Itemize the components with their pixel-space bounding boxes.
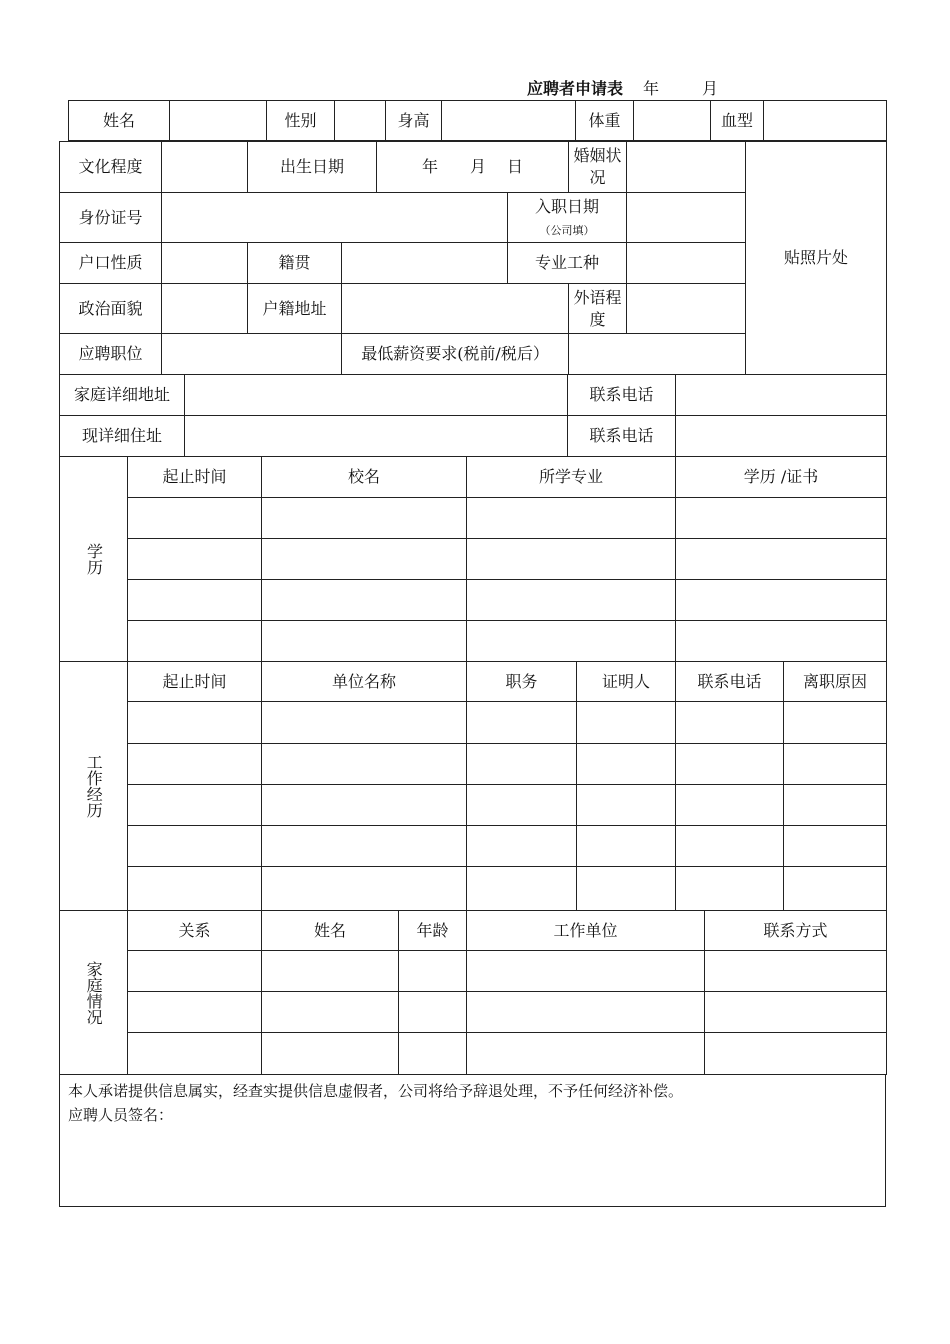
birth-date-label: 出生日期 xyxy=(248,142,377,193)
table-row xyxy=(60,867,887,911)
min-salary-label: 最低薪资要求(税前/税后） xyxy=(342,334,569,375)
home-phone-field[interactable] xyxy=(676,375,887,416)
pledge-statement: 本人承诺提供信息属实，经查实提供信息虚假者，公司将给予辞退处理，不予任何经济补偿。 xyxy=(68,1082,684,1100)
header-year-label: 年 xyxy=(643,79,660,98)
edu-cell[interactable] xyxy=(262,498,467,539)
work-cell[interactable] xyxy=(577,826,676,867)
weight-label: 体重 xyxy=(576,101,634,141)
work-section-label: 工作经历 xyxy=(60,662,128,911)
basic-info-table xyxy=(68,100,887,141)
hukou-address-field[interactable] xyxy=(342,284,569,334)
work-cell[interactable] xyxy=(467,744,577,785)
work-cell[interactable] xyxy=(128,785,262,826)
edu-header-period: 起止时间 xyxy=(128,457,262,498)
edu-cell[interactable] xyxy=(676,498,887,539)
table-row xyxy=(60,539,887,580)
work-cell[interactable] xyxy=(262,785,467,826)
current-address-field[interactable] xyxy=(185,416,568,457)
pledge-area[interactable] xyxy=(60,1075,886,1207)
id-number-field[interactable] xyxy=(162,193,508,243)
work-header-reason: 离职原因 xyxy=(784,662,887,702)
hukou-address-label: 户籍地址 xyxy=(248,284,342,334)
position-label: 应聘职位 xyxy=(60,334,162,375)
header-month-label: 月 xyxy=(702,79,719,98)
weight-field[interactable] xyxy=(634,101,711,141)
family-header-age: 年龄 xyxy=(399,911,467,951)
edu-cell[interactable] xyxy=(467,539,676,580)
name-field[interactable] xyxy=(170,101,267,141)
education-level-field[interactable] xyxy=(162,142,248,193)
home-address-field[interactable] xyxy=(185,375,568,416)
table-row xyxy=(60,621,887,662)
work-cell[interactable] xyxy=(577,744,676,785)
gender-field[interactable] xyxy=(335,101,386,141)
table-row xyxy=(60,992,887,1033)
specialty-label: 专业工种 xyxy=(508,243,627,284)
family-cell[interactable] xyxy=(705,951,887,992)
work-cell[interactable] xyxy=(676,826,784,867)
blood-type-field[interactable] xyxy=(764,101,887,141)
work-cell[interactable] xyxy=(262,826,467,867)
edu-cell[interactable] xyxy=(262,621,467,662)
family-cell[interactable] xyxy=(399,1033,467,1075)
photo-area[interactable]: 贴照片处 xyxy=(746,142,887,375)
work-cell[interactable] xyxy=(467,785,577,826)
edu-cell[interactable] xyxy=(128,498,262,539)
family-cell[interactable] xyxy=(399,992,467,1033)
edu-cell[interactable] xyxy=(128,621,262,662)
work-cell[interactable] xyxy=(467,826,577,867)
work-header-title: 职务 xyxy=(467,662,577,702)
edu-cell[interactable] xyxy=(676,621,887,662)
education-section-label: 学历 xyxy=(60,457,128,662)
birth-date-field[interactable]: 年 月 日 xyxy=(377,142,569,193)
height-label: 身高 xyxy=(386,101,442,141)
work-cell[interactable] xyxy=(577,702,676,744)
current-phone-label: 联系电话 xyxy=(568,416,676,457)
family-cell[interactable] xyxy=(467,1033,705,1075)
join-date-field[interactable] xyxy=(627,193,746,243)
work-cell[interactable] xyxy=(676,785,784,826)
work-cell[interactable] xyxy=(676,744,784,785)
work-header-period: 起止时间 xyxy=(128,662,262,702)
work-cell[interactable] xyxy=(262,744,467,785)
edu-cell[interactable] xyxy=(262,539,467,580)
family-section-label: 家庭情况 xyxy=(60,911,128,1075)
join-date-label xyxy=(508,193,627,243)
work-cell[interactable] xyxy=(467,867,577,911)
family-cell[interactable] xyxy=(262,1033,399,1075)
edu-cell[interactable] xyxy=(467,498,676,539)
family-header-relation: 关系 xyxy=(128,911,262,951)
family-cell[interactable] xyxy=(262,951,399,992)
table-row xyxy=(60,785,887,826)
family-cell[interactable] xyxy=(467,992,705,1033)
edu-cell[interactable] xyxy=(128,580,262,621)
work-cell[interactable] xyxy=(784,867,887,911)
family-cell[interactable] xyxy=(467,951,705,992)
name-label: 姓名 xyxy=(69,101,170,141)
work-header-phone: 联系电话 xyxy=(676,662,784,702)
work-cell[interactable] xyxy=(128,826,262,867)
marital-status-field[interactable] xyxy=(627,142,746,193)
family-header-name: 姓名 xyxy=(262,911,399,951)
family-cell[interactable] xyxy=(128,1033,262,1075)
family-cell[interactable] xyxy=(128,951,262,992)
family-cell[interactable] xyxy=(705,992,887,1033)
edu-cell[interactable] xyxy=(676,539,887,580)
specialty-field[interactable] xyxy=(627,243,746,284)
edu-cell[interactable] xyxy=(676,580,887,621)
work-cell[interactable] xyxy=(676,867,784,911)
height-field[interactable] xyxy=(442,101,576,141)
edu-cell[interactable] xyxy=(467,580,676,621)
work-cell[interactable] xyxy=(467,702,577,744)
page-title: 应聘者申请表 xyxy=(527,79,624,98)
home-address-label: 家庭详细地址 xyxy=(60,375,185,416)
work-cell[interactable] xyxy=(784,785,887,826)
id-number-label: 身份证号 xyxy=(60,193,162,243)
edu-header-school: 校名 xyxy=(262,457,467,498)
work-cell[interactable] xyxy=(577,785,676,826)
political-status-field[interactable] xyxy=(162,284,248,334)
signature-label: 应聘人员签名： xyxy=(68,1106,174,1124)
hukou-type-label: 户口性质 xyxy=(60,243,162,284)
edu-cell[interactable] xyxy=(467,621,676,662)
table-row xyxy=(60,744,887,785)
edu-cell[interactable] xyxy=(128,539,262,580)
current-phone-field[interactable] xyxy=(676,416,887,457)
blood-type-label: 血型 xyxy=(711,101,764,141)
language-level-field[interactable] xyxy=(627,284,746,334)
work-header-company: 单位名称 xyxy=(262,662,467,702)
table-row xyxy=(60,951,887,992)
work-cell[interactable] xyxy=(128,867,262,911)
work-cell[interactable] xyxy=(784,702,887,744)
work-cell[interactable] xyxy=(784,744,887,785)
work-cell[interactable] xyxy=(262,867,467,911)
personal-info-table xyxy=(59,141,887,375)
political-status-label: 政治面貌 xyxy=(60,284,162,334)
work-experience-table xyxy=(59,661,887,911)
position-field[interactable] xyxy=(162,334,342,375)
pledge-table xyxy=(59,1074,886,1207)
work-cell[interactable] xyxy=(577,867,676,911)
work-header-reference: 证明人 xyxy=(577,662,676,702)
education-level-label: 文化程度 xyxy=(60,142,162,193)
native-place-field[interactable] xyxy=(342,243,508,284)
current-address-label: 现详细住址 xyxy=(60,416,185,457)
edu-cell[interactable] xyxy=(262,580,467,621)
table-row xyxy=(60,498,887,539)
min-salary-field[interactable] xyxy=(569,334,746,375)
join-date-text: 入职日期 xyxy=(535,196,600,216)
form-header xyxy=(527,76,719,99)
education-table xyxy=(59,456,887,662)
family-cell[interactable] xyxy=(399,951,467,992)
hukou-type-field[interactable] xyxy=(162,243,248,284)
table-row xyxy=(60,1033,887,1075)
family-cell[interactable] xyxy=(128,992,262,1033)
language-level-label: 外语程度 xyxy=(569,284,627,334)
family-table xyxy=(59,910,887,1075)
address-table xyxy=(59,374,887,457)
native-place-label: 籍贯 xyxy=(248,243,342,284)
edu-header-degree: 学历 /证书 xyxy=(676,457,887,498)
work-cell[interactable] xyxy=(128,702,262,744)
family-cell[interactable] xyxy=(262,992,399,1033)
work-cell[interactable] xyxy=(676,702,784,744)
work-cell[interactable] xyxy=(784,826,887,867)
table-row xyxy=(60,826,887,867)
family-cell[interactable] xyxy=(705,1033,887,1075)
work-cell[interactable] xyxy=(262,702,467,744)
family-header-employer: 工作单位 xyxy=(467,911,705,951)
join-date-note: （公司填） xyxy=(539,223,595,237)
marital-status-label: 婚姻状况 xyxy=(569,142,627,193)
family-header-contact: 联系方式 xyxy=(705,911,887,951)
gender-label: 性别 xyxy=(267,101,335,141)
home-phone-label: 联系电话 xyxy=(568,375,676,416)
work-cell[interactable] xyxy=(128,744,262,785)
table-row xyxy=(60,702,887,744)
table-row xyxy=(60,580,887,621)
edu-header-major: 所学专业 xyxy=(467,457,676,498)
